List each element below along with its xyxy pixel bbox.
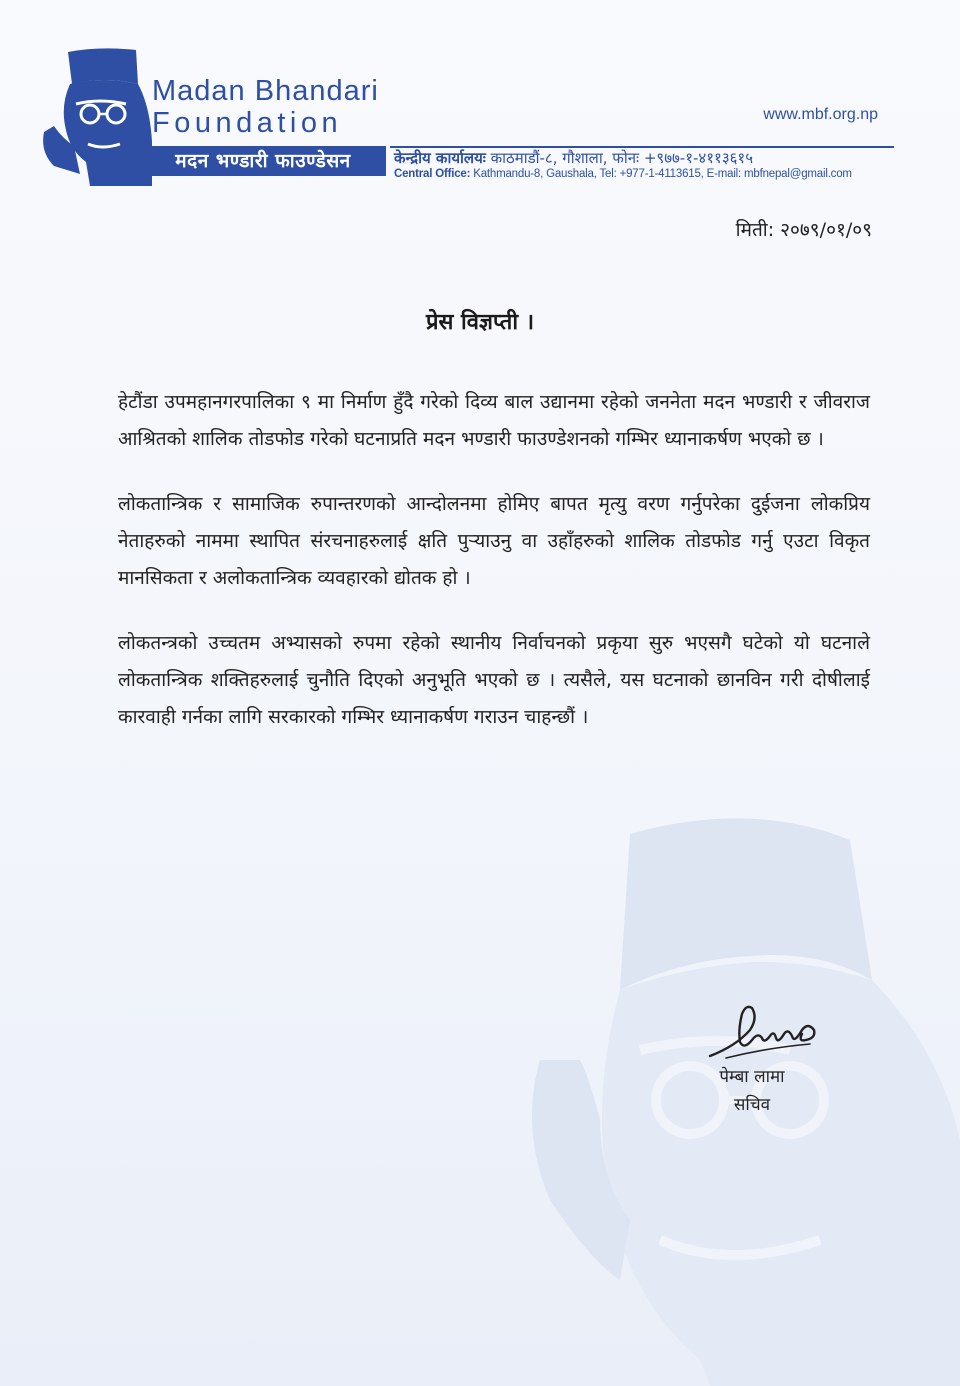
signatory-title: सचिव xyxy=(733,1095,771,1115)
body-paragraph-2: लोकतान्त्रिक र सामाजिक रुपान्तरणको आन्दोलनमा होमिए बापत मृत्यु वरण गर्नुपरेका दुईजना लोकप्रिय नेताहरुको नाममा स्थापित संरचनाहरुलाई क्षति पुऱ्याउनु वा उहाँहरुको शालिक तोडफोड गर्नु एउटा विकृत मानसिकता र अलोकतान्त्रिक व्यवहारको द्योतक हो । xyxy=(118,493,870,589)
press-release-title: प्रेस विज्ञप्ती । xyxy=(425,310,535,335)
press-release-body xyxy=(118,384,870,764)
signature-icon xyxy=(706,1000,826,1064)
signatory-name: पेम्बा लामा xyxy=(719,1067,785,1087)
portrait-logo-icon xyxy=(40,46,152,186)
date-line: मिती: २०७९/०१/०९ xyxy=(735,219,872,241)
website-link[interactable]: www.mbf.org.np xyxy=(763,106,878,123)
contact-english xyxy=(394,167,852,181)
brand-name: Madan Bhandari xyxy=(152,75,379,107)
brand-subtitle: Foundation xyxy=(152,107,343,139)
contact-nepali xyxy=(394,149,753,167)
contact-nepali-label: केन्द्रीय कार्यालयः xyxy=(394,149,486,167)
contact-band xyxy=(390,146,894,180)
body-paragraph-1: हेटौंडा उपमहानगरपालिका ९ मा निर्माण हुँदै गरेको दिव्य बाल उद्यानमा रहेको जननेता मदन भण्डारी र जीवराज आश्रितको शालिक तोडफोड गरेको घटनाप्रति मदन भण्डारी फाउण्डेशनको गम्भिर ध्यानाकर्षण भएको छ । xyxy=(118,391,870,450)
body-paragraph-3: लोकतन्त्रको उच्चतम अभ्यासको रुपमा रहेको स्थानीय निर्वाचनको प्रकृया सुरु भएसगै घटेको यो घटनाले लोकतान्त्रिक शक्तिहरुलाई चुनौति दिएको अनुभूति भएको छ । त्यसैले, यस घटनाको छानविन गरी दोषीलाई कारवाही गर्नका लागि सरकारको गम्भिर ध्यानाकर्षण गराउन चाहन्छौं । xyxy=(118,632,870,728)
brand-name-nepali: मदन भण्डारी फाउण्डेसन xyxy=(140,146,386,176)
contact-nepali-value: काठमाडौं-८, गौशाला, फोनः +९७७-१-४११३६१५ xyxy=(490,149,754,167)
contact-english-value: Kathmandu-8, Gaushala, Tel: +977-1-4113615, E-mail: mbfnepal@gmail.com xyxy=(473,168,852,180)
contact-english-label: Central Office: xyxy=(394,168,471,180)
